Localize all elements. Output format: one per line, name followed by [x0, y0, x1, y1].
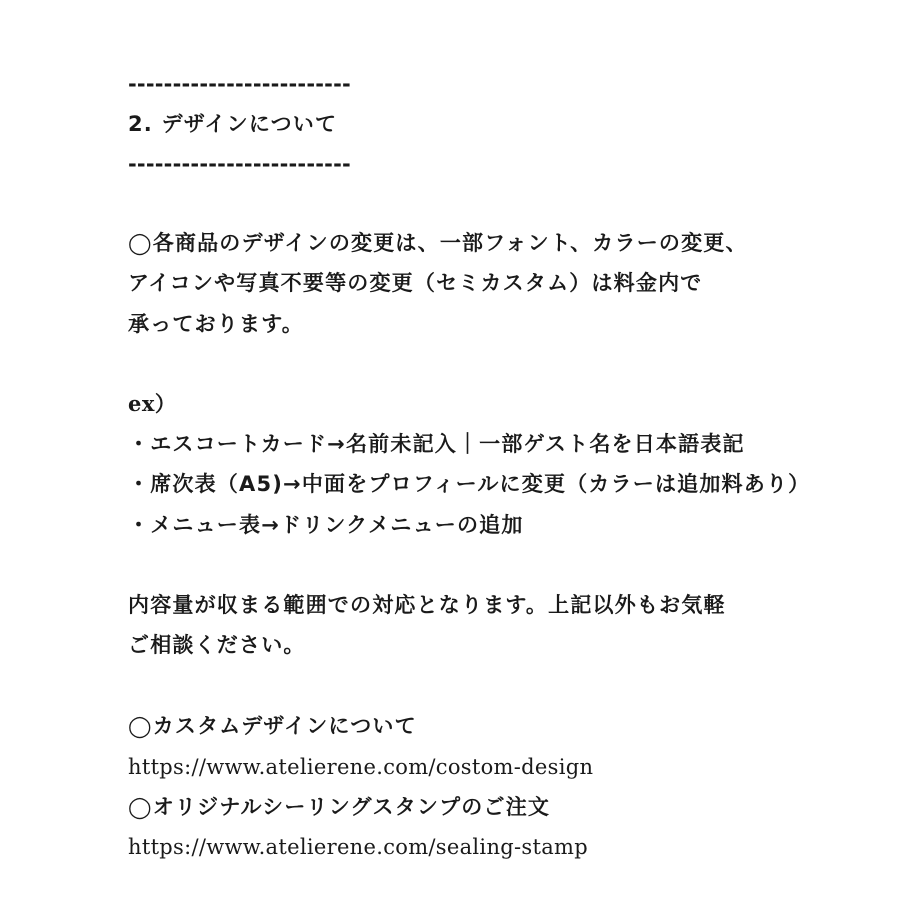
examples-label: ex） — [128, 391, 177, 416]
custom-design-url[interactable]: https://www.atelierene.com/costom-design — [128, 755, 594, 779]
note-line-1: 内容量が収まる範囲での対応となります。上記以外もお気軽 — [128, 593, 726, 617]
custom-design-heading: ◯カスタムデザインについて — [128, 714, 417, 738]
note-line-2: ご相談ください。 — [128, 633, 306, 657]
divider-top: ------------------------- — [128, 72, 351, 96]
section-title: 2. デザインについて — [128, 112, 338, 136]
intro-line-1: ◯各商品のデザインの変更は、一部フォント、カラーの変更、 — [128, 231, 748, 255]
sealing-stamp-url[interactable]: https://www.atelierene.com/sealing-stamp — [128, 835, 589, 859]
example-item-escort-card: ・エスコートカード→名前未記入｜一部ゲスト名を日本語表記 — [128, 432, 745, 456]
sealing-stamp-heading: ◯オリジナルシーリングスタンプのご注文 — [128, 795, 551, 819]
example-item-seating-chart: ・席次表（A5)→中面をプロフィールに変更（カラーは追加料あり） — [128, 472, 811, 496]
intro-line-3: 承っております。 — [128, 312, 304, 336]
intro-line-2: アイコンや写真不要等の変更（セミカスタム）は料金内で — [128, 271, 703, 295]
divider-bottom: ------------------------- — [128, 152, 351, 176]
example-item-menu: ・メニュー表→ドリンクメニューの追加 — [128, 513, 524, 537]
